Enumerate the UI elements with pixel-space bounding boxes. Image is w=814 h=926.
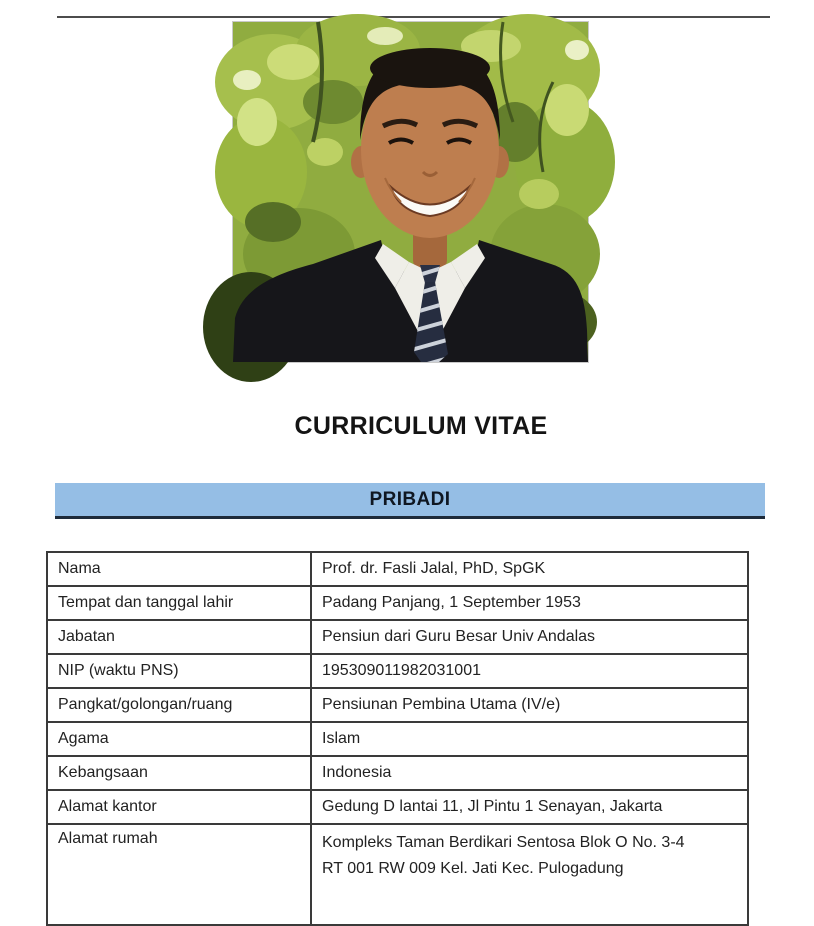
row-value [311, 824, 748, 925]
page-title: CURRICULUM VITAE [294, 412, 548, 440]
table-row-tempat-tanggal-lahir [47, 586, 748, 620]
personal-info-table [46, 551, 749, 926]
section-header-pribadi [55, 483, 765, 519]
table-row-alamat-kantor [47, 790, 748, 824]
row-value-line-1: Kompleks Taman Berdikari Sentosa Blok O No. 3-4 [322, 834, 685, 851]
table-row-kebangsaan [47, 756, 748, 790]
portrait-photo [233, 22, 588, 362]
row-label: Tempat dan tanggal lahir [47, 586, 311, 620]
section-header-label: PRIBADI [369, 488, 451, 510]
row-value-line-2: RT 001 RW 009 Kel. Jati Kec. Pulogadung [322, 860, 624, 877]
table-row-nip [47, 654, 748, 688]
row-label: NIP (waktu PNS) [47, 654, 311, 688]
row-value: Islam [311, 722, 748, 756]
table-row-pangkat [47, 688, 748, 722]
row-value: Gedung D lantai 11, Jl Pintu 1 Senayan, Jakarta [311, 790, 748, 824]
row-label: Alamat rumah [47, 824, 311, 925]
row-value: 195309011982031001 [311, 654, 748, 688]
table-row-nama [47, 552, 748, 586]
top-rule [57, 16, 770, 18]
row-value: Prof. dr. Fasli Jalal, PhD, SpGK [311, 552, 748, 586]
row-value: Padang Panjang, 1 September 1953 [311, 586, 748, 620]
row-value: Indonesia [311, 756, 748, 790]
row-label: Alamat kantor [47, 790, 311, 824]
row-label: Pangkat/golongan/ruang [47, 688, 311, 722]
table-row-agama [47, 722, 748, 756]
portrait-illustration [233, 22, 588, 362]
row-value: Pensiunan Pembina Utama (IV/e) [311, 688, 748, 722]
row-value: Pensiun dari Guru Besar Univ Andalas [311, 620, 748, 654]
row-label: Agama [47, 722, 311, 756]
table-row-alamat-rumah [47, 824, 748, 925]
table-row-jabatan [47, 620, 748, 654]
row-label: Kebangsaan [47, 756, 311, 790]
row-label: Nama [47, 552, 311, 586]
row-label: Jabatan [47, 620, 311, 654]
